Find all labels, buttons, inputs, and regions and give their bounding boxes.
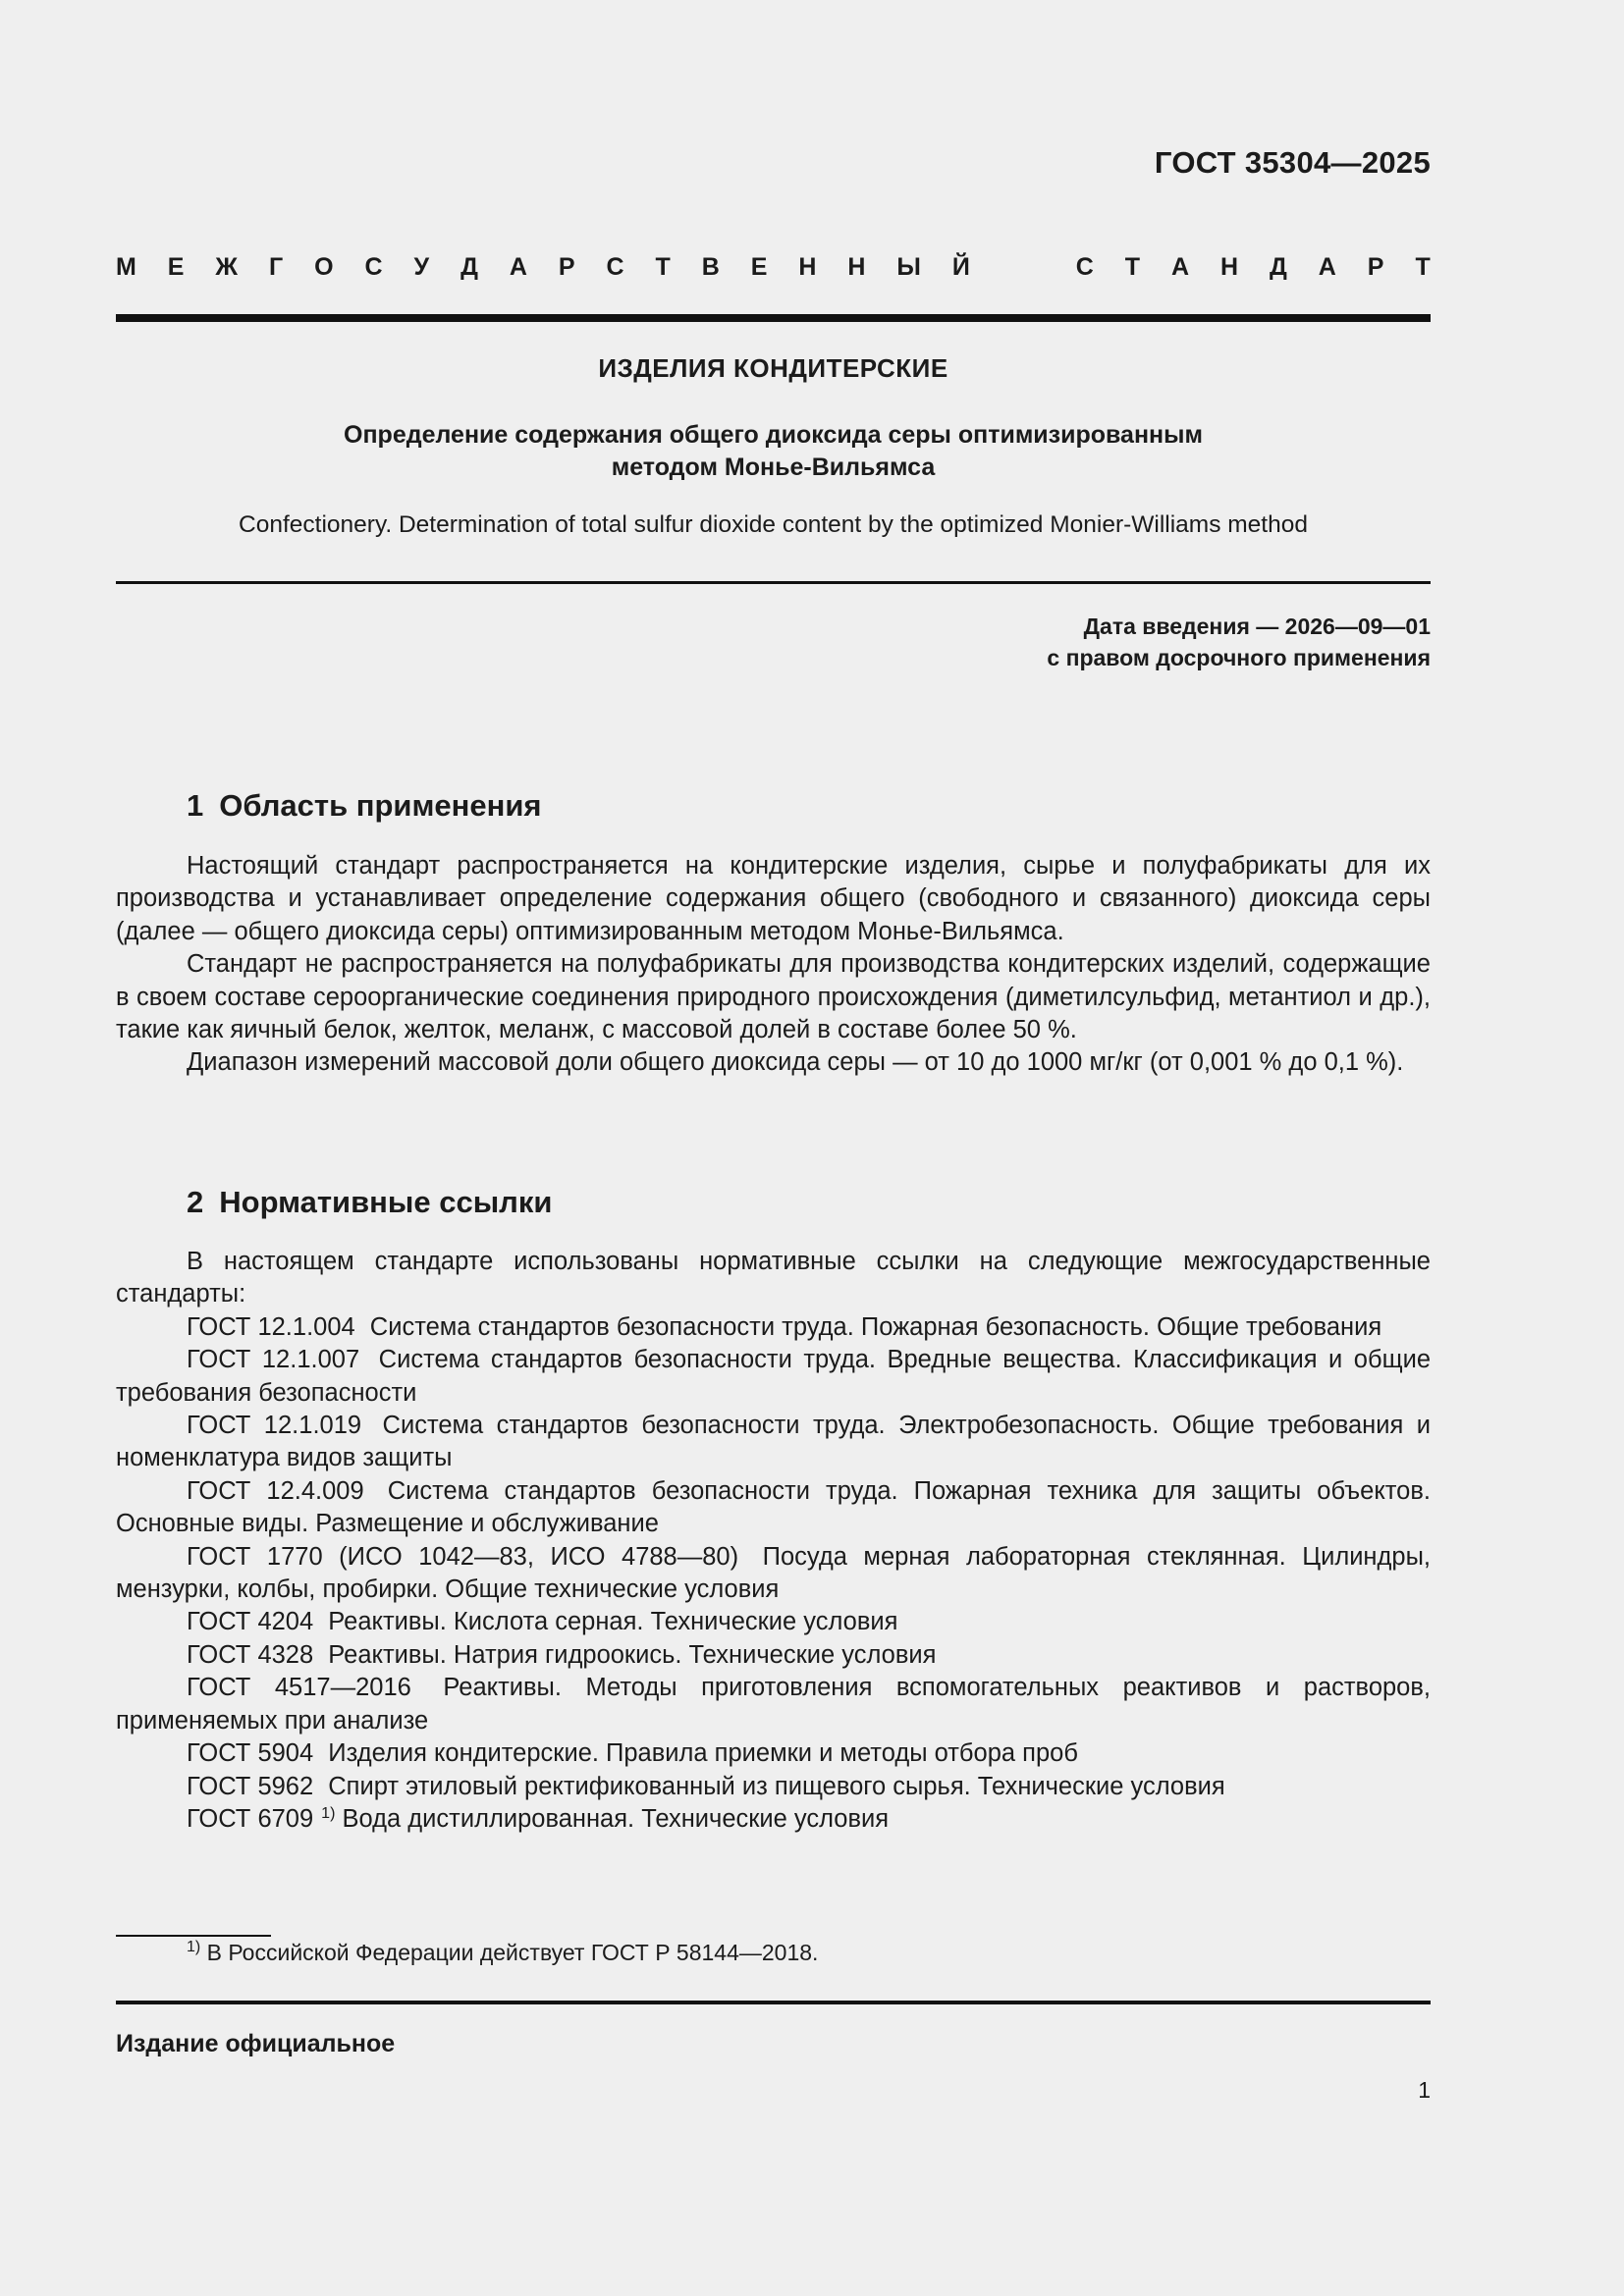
footnote-divider bbox=[116, 1935, 271, 1937]
reference-item bbox=[116, 1803, 1431, 1836]
reference-code: ГОСТ 4204 bbox=[187, 1608, 314, 1636]
reference-item bbox=[116, 1672, 1431, 1737]
reference-code: ГОСТ 12.1.007 bbox=[187, 1346, 360, 1374]
banner-letter: А bbox=[1170, 253, 1190, 281]
subtitle-line-1: Определение содержания общего диоксида серы оптимизированным bbox=[344, 421, 1203, 449]
title-divider bbox=[116, 581, 1431, 584]
reference-code: ГОСТ 5904 bbox=[187, 1739, 314, 1768]
section-1-paragraph: Настоящий стандарт распространяется на кондитерские изделия, сырье и полуфабрикаты для их производства и устанавливает определение содержания общего (свободного и связанного) диоксида серы (далее — общего диоксида серы) оптимизированным методом Монье-Вильямса. bbox=[116, 852, 1431, 945]
banner-letter: Р bbox=[1367, 253, 1384, 281]
reference-title: Реактивы. Натрия гидроокись. Технические условия bbox=[328, 1640, 937, 1669]
subtitle-line-2: методом Монье-Вильямса bbox=[611, 454, 936, 481]
section-1-title: Область применения bbox=[219, 788, 542, 823]
banner-letter: Е bbox=[750, 253, 768, 281]
reference-title: Система стандартов безопасности труда. Пожарная техника для защиты объектов. Основные виды. Размещение и обслуживание bbox=[116, 1476, 1431, 1538]
banner-letter: Т bbox=[1124, 253, 1141, 281]
banner-letter: С bbox=[606, 253, 624, 281]
page-number: 1 bbox=[1418, 2077, 1431, 2103]
reference-item bbox=[116, 1737, 1431, 1770]
banner-letter: Д bbox=[460, 253, 478, 281]
official-edition-label: Издание официальное bbox=[116, 2030, 396, 2057]
reference-code: ГОСТ 1770 (ИСО 1042—83, ИСО 4788—80) bbox=[187, 1542, 739, 1571]
reference-title: Система стандартов безопасности труда. Вредные вещества. Классификация и общие требования безопасности bbox=[116, 1346, 1431, 1407]
banner-letter: У bbox=[413, 253, 430, 281]
banner-letter: М bbox=[116, 253, 136, 281]
banner-letter: Р bbox=[558, 253, 575, 281]
reference-code: ГОСТ 4328 bbox=[187, 1640, 314, 1669]
document-subtitle bbox=[116, 419, 1431, 484]
banner-letter: О bbox=[314, 253, 334, 281]
reference-item bbox=[116, 1771, 1431, 1803]
footnote-text: В Российской Федерации действует ГОСТ Р 58144—2018. bbox=[206, 1940, 819, 1965]
reference-title: Реактивы. Методы приготовления вспомогательных реактивов и растворов, применяемых при анализе bbox=[116, 1674, 1431, 1735]
reference-title: Изделия кондитерские. Правила приемки и методы отбора проб bbox=[328, 1739, 1078, 1768]
references-intro: В настоящем стандарте использованы нормативные ссылки на следующие межгосударственные стандарты: bbox=[116, 1248, 1431, 1308]
reference-item bbox=[116, 1410, 1431, 1475]
banner-letter: Н bbox=[798, 253, 817, 281]
reference-code: ГОСТ 12.4.009 bbox=[187, 1476, 364, 1505]
footnote bbox=[187, 1940, 818, 1966]
normative-references bbox=[116, 1246, 1431, 1836]
reference-item bbox=[116, 1639, 1431, 1672]
banner-letter: Г bbox=[268, 253, 284, 281]
reference-item bbox=[116, 1475, 1431, 1541]
section-1-paragraph: Диапазон измерений массовой доли общего диоксида серы — от 10 до 1000 мг/кг (от 0,001 % до 0,1 %). bbox=[187, 1048, 1404, 1077]
reference-code: ГОСТ 4517—2016 bbox=[187, 1674, 411, 1702]
section-2-heading bbox=[187, 1185, 552, 1220]
english-title: Confectionery. Determination of total sulfur dioxide content by the optimized Monier-Williams method bbox=[239, 511, 1308, 538]
banner-letter: А bbox=[1318, 253, 1336, 281]
introduction-date bbox=[1047, 611, 1431, 673]
reference-item bbox=[116, 1606, 1431, 1638]
banner-letter: Й bbox=[951, 253, 970, 281]
document-number: ГОСТ 35304—2025 bbox=[1154, 145, 1431, 180]
reference-title: Посуда мерная лабораторная стеклянная. Цилиндры, мензурки, колбы, пробирки. Общие технические условия bbox=[116, 1542, 1431, 1604]
interstate-standard-banner bbox=[116, 253, 1431, 282]
section-1-body bbox=[116, 850, 1431, 1080]
document-page bbox=[116, 0, 1431, 2296]
reference-code: ГОСТ 12.1.019 bbox=[187, 1412, 362, 1440]
reference-item bbox=[116, 1311, 1431, 1344]
banner-letter: Д bbox=[1270, 253, 1287, 281]
footnote-marker: 1) bbox=[321, 1804, 336, 1822]
banner-letter: Т bbox=[655, 253, 671, 281]
reference-code: ГОСТ 6709 bbox=[187, 1804, 314, 1833]
reference-title: Реактивы. Кислота серная. Технические условия bbox=[328, 1608, 898, 1636]
banner-letter: Ж bbox=[215, 253, 239, 281]
reference-item bbox=[116, 1344, 1431, 1410]
introduction-date-line: Дата введения — 2026—09—01 bbox=[1083, 614, 1431, 639]
banner-word-gap bbox=[1001, 253, 1045, 282]
banner-letter: С bbox=[1075, 253, 1094, 281]
banner-letter: Н bbox=[1220, 253, 1239, 281]
banner-letter: А bbox=[509, 253, 527, 281]
reference-title: Спирт этиловый ректификованный из пищевого сырья. Технические условия bbox=[328, 1772, 1225, 1800]
early-application-line: с правом досрочного применения bbox=[1047, 645, 1431, 670]
reference-list bbox=[116, 1311, 1431, 1803]
document-title: ИЗДЕЛИЯ КОНДИТЕРСКИЕ bbox=[598, 353, 948, 383]
banner-letter: Е bbox=[167, 253, 185, 281]
header-divider bbox=[116, 314, 1431, 322]
banner-letter: Т bbox=[1415, 253, 1431, 281]
reference-item bbox=[116, 1541, 1431, 1607]
section-2-number: 2 bbox=[187, 1185, 204, 1219]
reference-title: Система стандартов безопасности труда. Электробезопасность. Общие требования и номенклатура видов защиты bbox=[116, 1412, 1431, 1472]
banner-letter: В bbox=[701, 253, 720, 281]
footer-divider bbox=[116, 2001, 1431, 2004]
section-1-number: 1 bbox=[187, 788, 204, 823]
section-1-paragraph: Стандарт не распространяется на полуфабрикаты для производства кондитерских изделий, содержащие в своем составе сероорганические соединения природного происхождения (диметилсульфид, метантиол и др.), такие как яичный белок, желток, меланж, с массовой долей в составе более 50 %. bbox=[116, 950, 1431, 1044]
reference-code: ГОСТ 12.1.004 bbox=[187, 1312, 355, 1341]
reference-title: Система стандартов безопасности труда. Пожарная безопасность. Общие требования bbox=[369, 1312, 1382, 1341]
section-1-heading bbox=[187, 788, 542, 824]
footnote-marker: 1) bbox=[187, 1939, 201, 1955]
reference-title: Вода дистиллированная. Технические условия bbox=[342, 1804, 890, 1833]
banner-letter: С bbox=[364, 253, 383, 281]
section-2-title: Нормативные ссылки bbox=[219, 1185, 553, 1219]
reference-code: ГОСТ 5962 bbox=[187, 1772, 314, 1800]
banner-letter: Н bbox=[847, 253, 866, 281]
banner-letter: Ы bbox=[896, 253, 921, 281]
